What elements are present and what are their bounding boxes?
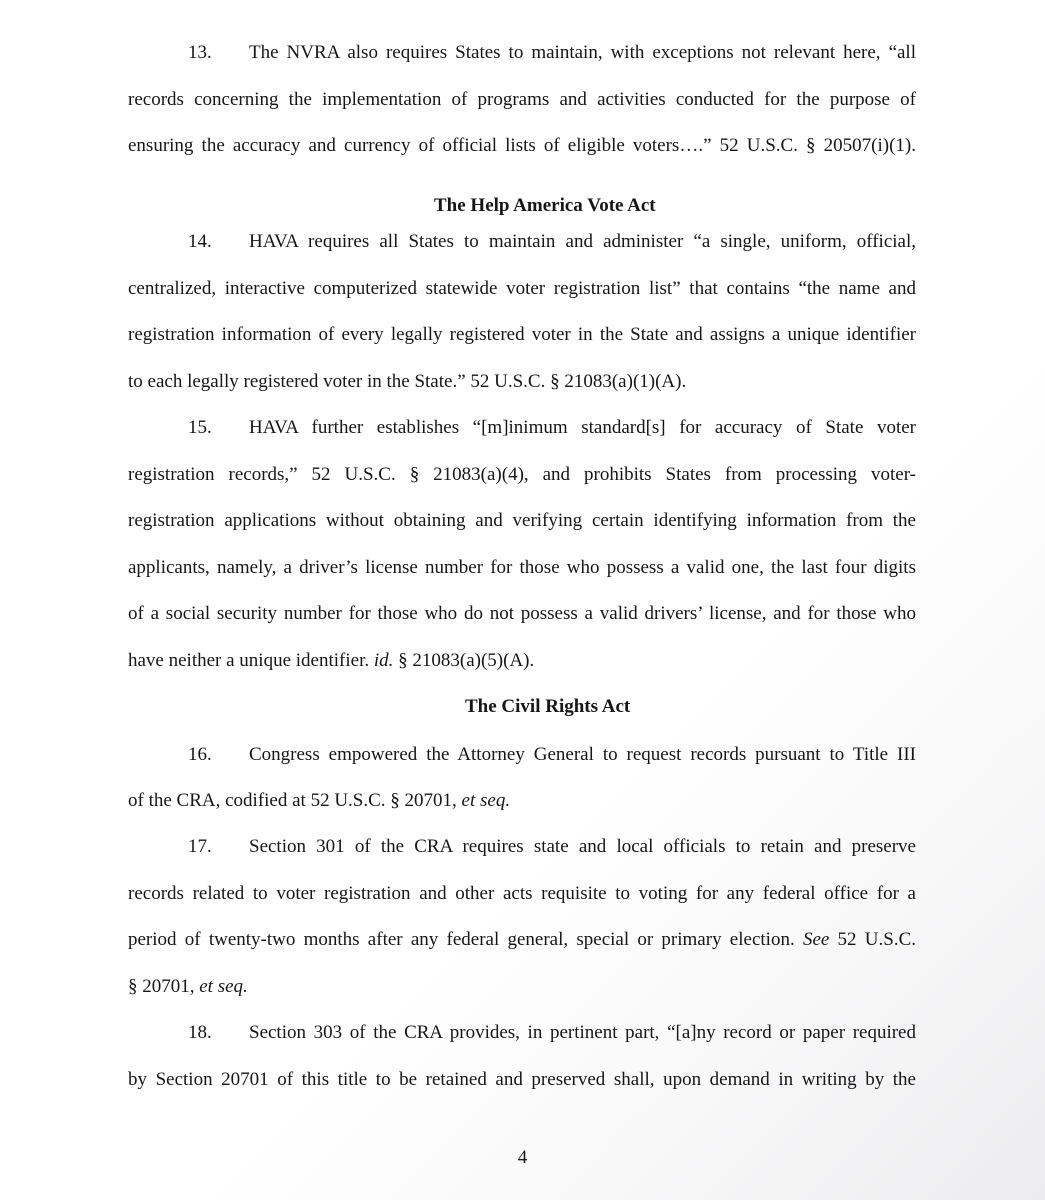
paragraph-16-et-seq: et seq. <box>461 790 511 811</box>
paragraph-14-line-2: centralized, interactive computerized statewide voter registration list” that contains “the name and <box>128 278 916 299</box>
paragraph-17-line-3-text: period of twenty-two months after any federal general, special or primary election. <box>128 929 803 950</box>
paragraph-16-line-1 <box>188 744 916 766</box>
paragraph-15-line-6 <box>128 650 916 672</box>
paragraph-14-number: 14. <box>188 231 212 252</box>
paragraph-13-number: 13. <box>188 42 212 63</box>
paragraph-14-line-4: to each legally registered voter in the State.” 52 U.S.C. § 21083(a)(1)(A). <box>128 371 687 392</box>
paragraph-13-text: The NVRA also requires States to maintain, with exceptions not relevant here, “all <box>249 42 916 63</box>
paragraph-17-line-3-cite: 52 U.S.C. <box>829 929 916 950</box>
paragraph-13-line-1 <box>188 42 916 64</box>
paragraph-16-line-2 <box>128 790 916 812</box>
paragraph-13-line-2: records concerning the implementation of programs and activities conducted for the purpose of <box>128 89 916 110</box>
paragraph-14-line-1 <box>188 231 916 253</box>
page-number: 4 <box>517 1147 528 1168</box>
paragraph-17-line-3 <box>128 929 916 951</box>
paragraph-15-number: 15. <box>188 417 212 438</box>
paragraph-15-text: HAVA further establishes “[m]inimum standard[s] for accuracy of State voter <box>249 417 916 438</box>
paragraph-18-text: Section 303 of the CRA provides, in pertinent part, “[a]ny record or paper required <box>249 1022 916 1043</box>
paragraph-17-et-seq: et seq. <box>199 976 248 997</box>
paragraph-14-text: HAVA requires all States to maintain and administer “a single, uniform, official, <box>249 231 916 252</box>
paragraph-16-number: 16. <box>188 744 212 765</box>
heading-hava: The Help America Vote Act <box>434 195 656 216</box>
paragraph-18-line-1 <box>188 1022 916 1044</box>
paragraph-15-line-6-text: have neither a unique identifier. <box>128 650 374 671</box>
paragraph-17-text: Section 301 of the CRA requires state and local officials to retain and preserve <box>249 836 916 857</box>
paragraph-14-line-3: registration information of every legally registered voter in the State and assigns a unique identifier <box>128 324 916 345</box>
paragraph-17-line-4 <box>128 976 916 998</box>
paragraph-18-line-2: by Section 20701 of this title to be retained and preserved shall, upon demand in writing by the <box>128 1069 916 1090</box>
paragraph-15-line-1 <box>188 417 916 439</box>
paragraph-17-line-2: records related to voter registration and other acts requisite to voting for any federal office for a <box>128 883 916 904</box>
paragraph-17-line-4-text: § 20701, <box>128 976 200 997</box>
paragraph-15-line-2: registration records,” 52 U.S.C. § 21083(a)(4), and prohibits States from processing voter- <box>128 464 916 485</box>
paragraph-15-citation-id: id. <box>373 650 394 671</box>
paragraph-16-text: Congress empowered the Attorney General to request records pursuant to Title III <box>249 744 916 765</box>
paragraph-17-see: See <box>802 929 830 950</box>
paragraph-13-line-3: ensuring the accuracy and currency of official lists of eligible voters….” 52 U.S.C. § 20507(i)(1). <box>128 135 916 156</box>
paragraph-18-number: 18. <box>188 1022 212 1043</box>
paragraph-15-line-4: applicants, namely, a driver’s license number for those who possess a valid one, the last four digits <box>128 557 916 578</box>
paragraph-15-line-5: of a social security number for those who do not possess a valid drivers’ license, and for those who <box>128 603 916 624</box>
paragraph-16-line-2-text: of the CRA, codified at 52 U.S.C. § 20701, <box>128 790 462 811</box>
heading-cra: The Civil Rights Act <box>465 696 631 717</box>
paragraph-15-line-3: registration applications without obtaining and verifying certain identifying information from the <box>128 510 916 531</box>
paragraph-17-number: 17. <box>188 836 212 857</box>
paragraph-17-line-1 <box>188 836 916 858</box>
paragraph-15-line-6-cite: § 21083(a)(5)(A). <box>393 650 535 671</box>
